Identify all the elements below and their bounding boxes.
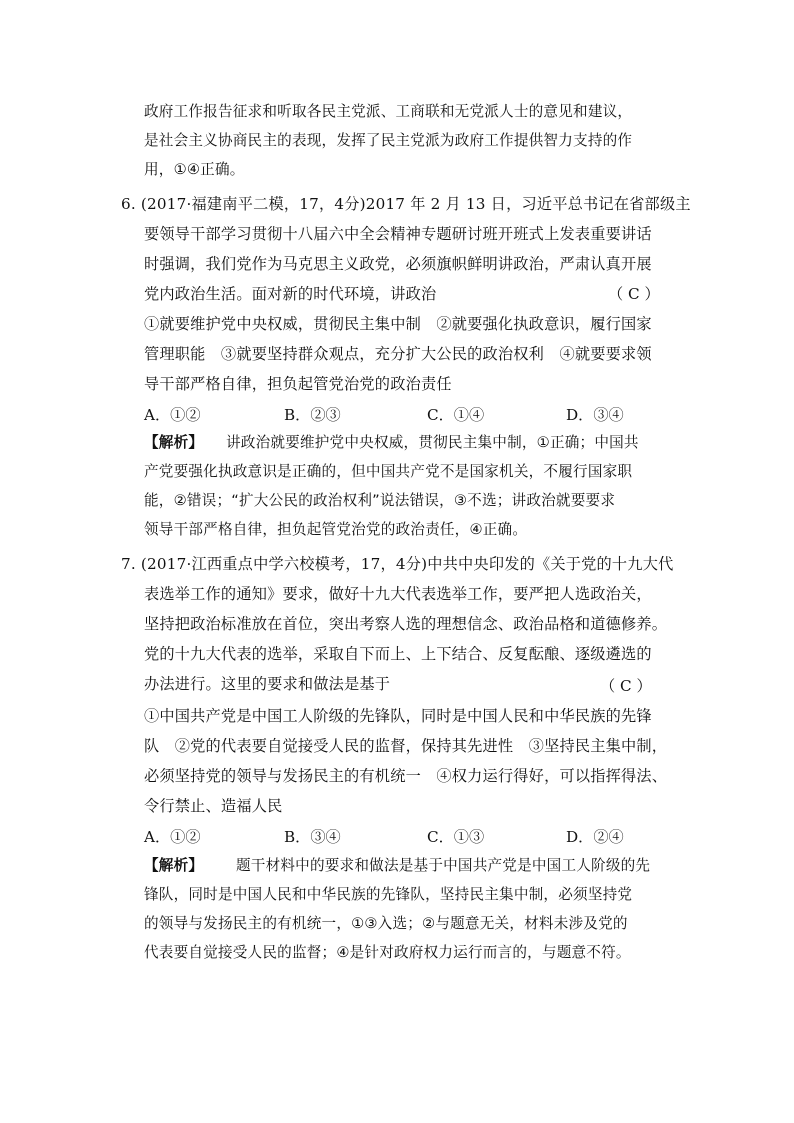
q6-analysis-line: 讲政治就要维护党中央权威，贯彻民主集中制，①正确；中国共 (226, 434, 639, 451)
q7-analysis-line: 的领导与发扬民主的有机统一，①③入选；②与题意无关，材料未涉及党的 (144, 915, 628, 932)
q6-stem-line: 要领导干部学习贯彻十八届六中全会精神专题研讨班开班式上发表重要讲话 (144, 225, 652, 243)
q7-statement-line: 队 ②党的代表要自觉接受人民的监督，保持其先进性 ③坚持民主集中制， (144, 737, 668, 755)
q6-analysis-line: 领导干部严格自律，担负起管党治党的政治责任，④正确。 (144, 521, 528, 538)
q6-stem-line: 时强调，我们党作为马克思主义政党，必须旗帜鲜明讲政治，严肃认真开展 (144, 255, 652, 273)
q7-option-b: B．③④ (284, 828, 341, 846)
intro-line: 是社会主义协商民主的表现，发挥了民主党派为政府工作提供智力支持的作 (144, 132, 633, 149)
intro-line: 政府工作报告征求和听取各民主党派、工商联和无党派人士的意见和建议， (144, 103, 633, 120)
q7-statement-line: ①中国共产党是中国工人阶级的先锋队，同时是中国人民和中华民族的先锋 (144, 707, 652, 725)
q7-statement-line: 必须坚持党的领导与发扬民主的有机统一 ④权力运行得好，可以指挥得法、 (144, 767, 668, 785)
q6-option-d: D．③④ (566, 406, 624, 424)
q7-stem-line: 坚持把政治标准放在首位，突出考察人选的理想信念、政治品格和道德修养。 (144, 615, 668, 633)
q7-analysis-tag: 【解析】 (144, 857, 204, 874)
q6-statement-line: 管理职能 ③就要坚持群众观点，充分扩大公民的政治权利 ④就要要求领 (144, 345, 652, 363)
q6-answer: （ C ） (608, 285, 660, 303)
q6-option-a: A．①② (144, 406, 201, 424)
q7-stem-line: 办法进行。这里的要求和做法是基于 (144, 675, 391, 693)
q7-stem-line: 7. (2017·江西重点中学六校模考，17，4分)中共中央印发的《关于党的十九大代 (121, 555, 674, 573)
q6-option-b: B．②③ (284, 406, 341, 424)
q6-stem-line: 6. (2017·福建南平二模，17，4分)2017 年 2 月 13 日，习近平总书记在省部级主 (121, 195, 691, 213)
q6-option-c: C．①④ (427, 406, 485, 424)
q7-option-d: D．②④ (566, 828, 624, 846)
intro-line: 用，①④正确。 (144, 161, 245, 178)
q7-option-c: C．①③ (427, 828, 485, 846)
q6-statement-line: 导干部严格自律，担负起管党治党的政治责任 (144, 375, 452, 393)
q7-statement-line: 令行禁止、造福人民 (144, 797, 283, 815)
q7-stem-line: 党的十九大代表的选举，采取自下而上、上下结合、反复酝酿、逐级遴选的 (144, 645, 652, 663)
q7-analysis-line: 题干材料中的要求和做法是基于中国共产党是中国工人阶级的先 (236, 857, 651, 874)
q7-analysis-line: 锋队，同时是中国人民和中华民族的先锋队，坚持民主集中制，必须坚持党 (144, 886, 633, 903)
q7-option-a: A．①② (144, 828, 201, 846)
q7-analysis-line: 代表要自觉接受人民的监督；④是针对政府权力运行而言的，与题意不符。 (144, 944, 631, 961)
q6-analysis-tag: 【解析】 (144, 434, 204, 451)
q6-analysis-line: 能，②错误；“扩大公民的政治权利”说法错误，③不选；讲政治就要要求 (144, 492, 616, 509)
q7-answer: （ C ） (600, 677, 652, 695)
q6-statement-line: ①就要维护党中央权威，贯彻民主集中制 ②就要强化执政意识，履行国家 (144, 315, 652, 333)
q7-stem-line: 表选举工作的通知》要求，做好十九大代表选举工作，要严把人选政治关， (144, 585, 652, 603)
q6-stem-line: 党内政治生活。面对新的时代环境，讲政治 (144, 285, 437, 303)
q6-analysis-line: 产党要强化执政意识是正确的，但中国共产党不是国家机关，不履行国家职 (144, 463, 633, 480)
